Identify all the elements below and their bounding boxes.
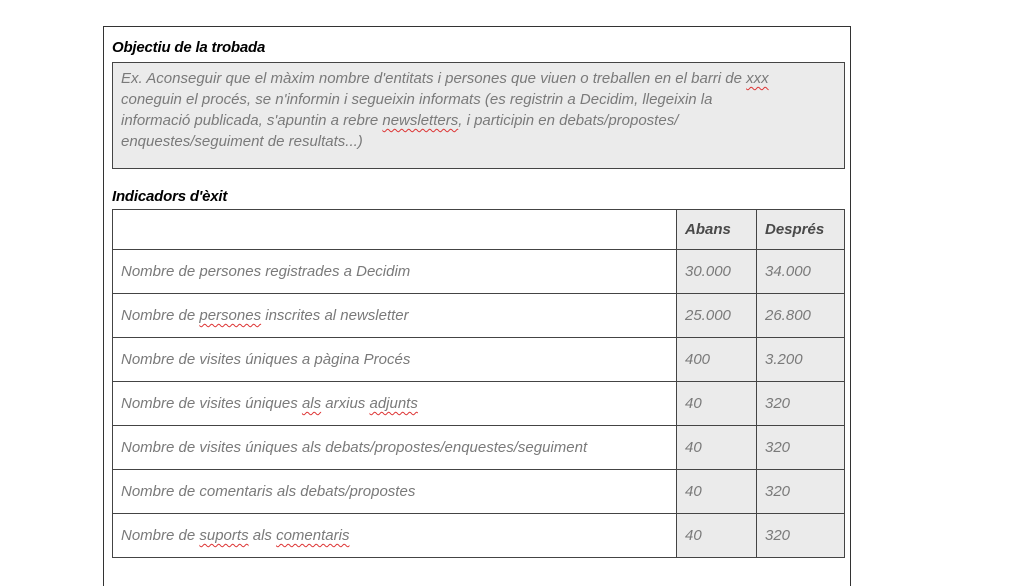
indicator-before-value[interactable]: 40: [677, 514, 757, 558]
table-row: [113, 250, 845, 294]
indicator-before-value[interactable]: 40: [677, 426, 757, 470]
objective-heading: Objectiu de la trobada: [112, 39, 266, 56]
document-page: [103, 26, 851, 586]
objective-text-line: informació publicada, s'apuntin a rebre newsletters, i participin en debats/propostes/: [121, 112, 679, 129]
spellcheck-flagged-word: adjunts: [369, 395, 418, 412]
indicators-heading: Indicadors d'èxit: [112, 188, 228, 205]
table-row: [113, 470, 845, 514]
indicator-label[interactable]: Nombre de visites úniques a pàgina Procés: [113, 338, 677, 382]
table-row: [113, 514, 845, 558]
indicator-label[interactable]: Nombre de persones inscrites al newsletter: [113, 294, 677, 338]
header-after: Després: [757, 210, 845, 250]
indicator-label[interactable]: Nombre de comentaris als debats/propostes: [113, 470, 677, 514]
table-header-row: [113, 210, 845, 250]
indicator-label[interactable]: Nombre de suports als comentaris: [113, 514, 677, 558]
objective-text-line: enquestes/seguiment de resultats...): [121, 133, 363, 150]
indicator-after-value[interactable]: 320: [757, 382, 845, 426]
indicator-before-value[interactable]: 400: [677, 338, 757, 382]
table-row: [113, 426, 845, 470]
spellcheck-flagged-word: xxx: [746, 70, 769, 87]
indicator-label[interactable]: Nombre de persones registrades a Decidim: [113, 250, 677, 294]
indicator-label[interactable]: Nombre de visites úniques als arxius adjunts: [113, 382, 677, 426]
indicator-before-value[interactable]: 25.000: [677, 294, 757, 338]
spellcheck-flagged-word: newsletters: [382, 112, 459, 129]
indicator-after-value[interactable]: 3.200: [757, 338, 845, 382]
table-row: [113, 382, 845, 426]
indicator-after-value[interactable]: 320: [757, 514, 845, 558]
header-before: Abans: [677, 210, 757, 250]
objective-text-line: coneguin el procés, se n'informin i segueixin informats (es registrin a Decidim, llegeixin la: [121, 91, 713, 108]
indicator-label[interactable]: Nombre de visites úniques als debats/propostes/enquestes/seguiment: [113, 426, 677, 470]
indicator-after-value[interactable]: 320: [757, 470, 845, 514]
objective-text-line: Ex. Aconseguir que el màxim nombre d'entitats i persones que viuen o treballen en el barri de xxx: [121, 70, 769, 87]
objective-text-box[interactable]: [112, 62, 845, 169]
spellcheck-flagged-word: persones: [199, 307, 262, 324]
indicator-after-value[interactable]: 26.800: [757, 294, 845, 338]
indicator-after-value[interactable]: 320: [757, 426, 845, 470]
indicator-before-value[interactable]: 40: [677, 382, 757, 426]
table-row: [113, 294, 845, 338]
indicator-before-value[interactable]: 40: [677, 470, 757, 514]
indicator-before-value[interactable]: 30.000: [677, 250, 757, 294]
table-row: [113, 338, 845, 382]
header-blank-cell: [113, 210, 677, 250]
indicators-table: [112, 209, 845, 558]
spellcheck-flagged-word: suports: [199, 527, 249, 544]
spellcheck-flagged-word: comentaris: [276, 527, 350, 544]
indicator-after-value[interactable]: 34.000: [757, 250, 845, 294]
spellcheck-flagged-word: als: [301, 395, 322, 412]
